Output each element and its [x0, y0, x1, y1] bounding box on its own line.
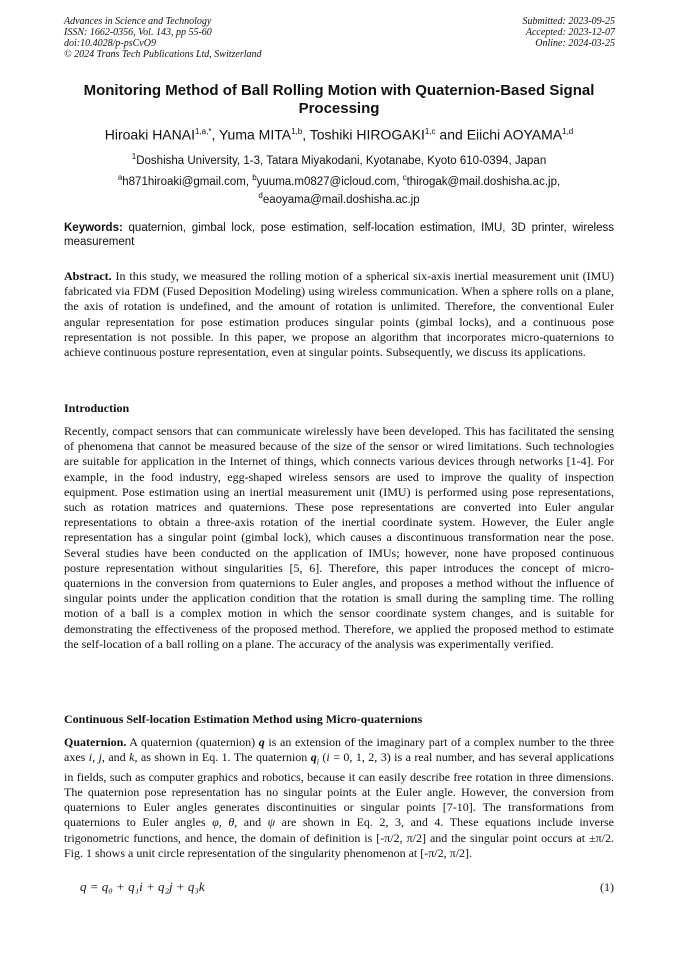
text-segment: , — [92, 750, 99, 765]
equation-1 — [80, 879, 614, 895]
keywords-label: Keywords: — [64, 222, 123, 234]
email-address[interactable]: thirogak@mail.doshisha.ac.jp — [406, 175, 557, 188]
affiliation-text: Doshisha University, 1-3, Tatara Miyakodani, Kyotanabe, Kyoto 610-0394, Japan — [136, 154, 547, 167]
text-segment: , and — [101, 750, 130, 765]
submitted-date: Submitted: 2023-09-25 — [522, 16, 615, 27]
text-segment: ψ — [267, 815, 276, 830]
text-segment: i — [326, 750, 330, 765]
text-segment: is an extension of the imaginary part of a complex number to the three axes — [64, 735, 615, 765]
accepted-date: Accepted: 2023-12-07 — [525, 27, 615, 38]
email-address[interactable]: h871hiroaki@gmail.com — [122, 175, 246, 188]
doi: doi:10.4028/p-psCvO9 — [64, 38, 156, 49]
author-name: Hiroaki HANAI — [104, 126, 195, 143]
journal-name: Advances in Science and Technology — [64, 16, 212, 27]
quaternion-paragraph-body — [64, 735, 614, 860]
text-segment: , and — [234, 815, 268, 830]
text-segment: A quaternion (quaternion) — [126, 735, 259, 749]
author-name: Toshiki HIROGAKI — [309, 126, 425, 143]
journal-info — [64, 16, 262, 60]
author-list — [40, 123, 638, 144]
author-name: Yuma MITA — [218, 126, 292, 143]
text-segment: q — [310, 750, 317, 765]
author-name: Eiichi AOYAMA — [466, 126, 563, 143]
text-segment: = 0, 1, 2, 3) is a real number, and has several applications in fields, such as computer graphics and robotics, because it can easily describe free rotation in three dimensions. The quaternion pose representation has no singular points at the Euler angle. However, the conversion from quaternions to Euler angles generates discontinuities or singular points [7-10]. The transformations from quaternions to Euler angles — [64, 750, 615, 830]
email-mark: b — [252, 173, 257, 182]
introduction-heading: Introduction — [64, 401, 130, 415]
author-separator: and — [435, 126, 467, 143]
copyright: © 2024 Trans Tech Publications Ltd, Switzerland — [64, 49, 262, 60]
email-mark: d — [258, 190, 263, 200]
text-segment: , — [218, 815, 229, 830]
email-separator: , — [396, 175, 403, 188]
text-segment: are shown in Eq. 2, 3, and 4. These equations include inverse trigonometric functions, and hence, the domain of definition is [-π/2, π/2] and the singular point occurs at ±π/2. Fig. 1 shows a unit circle representation of the singularity phenomenon at [-π/2, π/2]. — [64, 815, 615, 860]
email-mark: c — [402, 173, 407, 182]
email-address[interactable]: yuuma.m0827@icloud.com — [256, 175, 397, 188]
quaternion-run-head: Quaternion. — [64, 735, 127, 749]
text-segment: q — [258, 735, 265, 749]
online-date: Online: 2024-03-25 — [535, 38, 615, 49]
paper-title: Monitoring Method of Ball Rolling Motion with Quaternion-Based Signal Processing — [83, 82, 595, 117]
abstract-text: In this study, we measured the rolling motion of a spherical six-axis inertial measurement unit (IMU) fabricated via FDM (Fused Deposition Modeling) using wireless communication. When a sphere rolls on a plane, the axis of rotation is undefined, and the amount of rotation is unlimited. Therefore, the conventional Euler angular representation for pose estimation produces singular points (gimbal locks), and a continuous pose representation is not possible. In this paper, we propose an algorithm that incorporates micro-quaternions to achieve continuous posture representation, even at singular points. Subsequently, we discuss its applications. — [64, 269, 614, 360]
text-segment: k — [129, 750, 135, 765]
affiliation-mark: 1 — [131, 152, 137, 161]
quaternion-paragraph — [64, 735, 614, 861]
text-segment: i — [88, 750, 93, 765]
keywords-text: quaternion, gimbal lock, pose estimation, self-location estimation, IMU, 3D printer, wireless measurement — [64, 222, 615, 248]
equation-1-text: q = q₀ + q₁i + q₂j + q₃k — [80, 879, 205, 894]
author-affil-mark: 1,d — [562, 127, 574, 136]
keywords — [64, 221, 614, 249]
text-segment: j — [98, 750, 102, 765]
equation-1-number: (1) — [600, 880, 614, 894]
text-segment: φ — [212, 815, 219, 830]
text-segment: i — [316, 757, 319, 767]
text-segment: θ — [228, 815, 235, 830]
introduction-text: Recently, compact sensors that can communicate wirelessly have been developed. This has facilitated the sensing of phenomena that cannot be measured because of the size of the sensor or wired limitations. Such technologies are suitable for application in the Internet of things, which connects various devices through networks [1-4]. For example, in the food industry, egg-shaped wireless sensors are used to improve the quality of inspection equipment. Pose estimation using an inertial measurement unit (IMU) is performed using pose representations, such as rotation matrices and quaternions. These pose representations are converted into Euler angular representations to obtain a three-axis rotation of the inertial coordinate system. However, the Euler angle representation has a singular point (gimbal lock), which causes a discontinuous transformation near the pose. Several studies have been conducted on the application of IMUs; however, none have proposed continuous posture representation without singularities [5, 6]. Therefore, this paper introduces the concept of micro-quaternions in the conversion from quaternions to Euler angles, and proposes a method without the influence of singular points under the application condition that the rotation is small during the sampling time. The rolling motion of a ball is a complex motion in which the sensor coordinate system changes, and is suitable for demonstrating the effectiveness of the proposed method. Therefore, we applied the proposed method to estimate the self-location of a ball rolling on a plane. The accuracy of the analysis was experimentally verified. — [64, 424, 614, 651]
affiliation — [40, 150, 638, 168]
author-emails — [80, 171, 598, 207]
email-separator: , — [556, 175, 561, 188]
abstract-label: Abstract. — [64, 269, 112, 283]
issn: ISSN: 1662-0356, Vol. 143, pp 55-60 — [64, 27, 212, 38]
section-heading: Continuous Self-location Estimation Method using Micro-quaternions — [64, 712, 423, 726]
author-affil-mark: 1,b — [291, 127, 303, 136]
text-segment: ( — [318, 750, 327, 765]
author-separator: , — [211, 126, 219, 143]
author-affil-mark: 1,c — [424, 127, 436, 136]
submission-dates — [523, 16, 616, 49]
email-separator: , — [245, 175, 253, 188]
abstract — [64, 269, 614, 360]
email-mark: a — [117, 173, 123, 182]
author-affil-mark: 1,a,* — [194, 127, 212, 136]
author-separator: , — [302, 126, 310, 143]
text-segment: , as shown in Eq. 1. The quaternion — [134, 750, 311, 765]
email-address[interactable]: eaoyama@mail.doshisha.ac.jp — [262, 193, 420, 206]
